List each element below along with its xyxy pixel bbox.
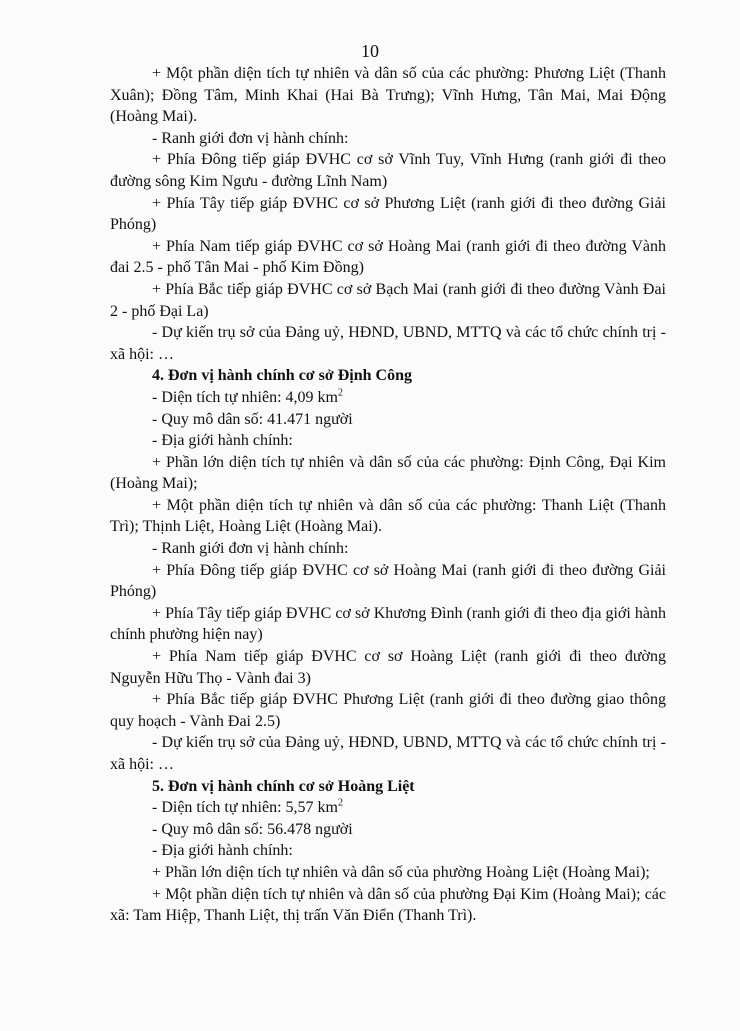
paragraph: + Phía Nam tiếp giáp ĐVHC cơ sở Hoàng Mai (ranh giới đi theo đường Vành đai 2.5 - phố Tân Mai - phố Kim Đồng) bbox=[110, 237, 666, 277]
area-line bbox=[110, 797, 666, 819]
paragraph: - Quy mô dân số: 56.478 người bbox=[152, 820, 353, 838]
area-unit-exponent: 2 bbox=[337, 797, 343, 809]
area-line bbox=[110, 387, 666, 409]
page-number: 10 bbox=[361, 41, 379, 61]
paragraph: + Phía Tây tiếp giáp ĐVHC cơ sở Phương Liệt (ranh giới đi theo đường Giải Phóng) bbox=[110, 194, 666, 234]
paragraph: - Quy mô dân số: 41.471 người bbox=[152, 410, 353, 428]
section-heading: 5. Đơn vị hành chính cơ sở Hoàng Liệt bbox=[152, 777, 415, 795]
paragraph: + Phía Nam tiếp giáp ĐVHC cơ sơ Hoàng Liệt (ranh giới đi theo đường Nguyễn Hữu Thọ - Vành đai 3) bbox=[110, 648, 666, 687]
area-text: - Diện tích tự nhiên: 5,57 km bbox=[152, 799, 338, 817]
document-body bbox=[110, 63, 666, 927]
paragraph: - Dự kiến trụ sở của Đảng uỷ, HĐND, UBND, MTTQ và các tổ chức chính trị - xã hội: … bbox=[110, 324, 666, 363]
paragraph: + Một phần diện tích tự nhiên và dân số của các phường: Thanh Liệt (Thanh Trì); Thịnh Liệt, Hoàng Liệt (Hoàng Mai). bbox=[110, 496, 666, 536]
paragraph: + Phía Đông tiếp giáp ĐVHC cơ sở Hoàng Mai (ranh giới đi theo đường Giải Phóng) bbox=[110, 561, 666, 601]
area-text: - Diện tích tự nhiên: 4,09 km bbox=[152, 388, 338, 406]
paragraph: - Ranh giới đơn vị hành chính: bbox=[152, 540, 349, 558]
paragraph: + Phần lớn diện tích tự nhiên và dân số của các phường: Định Công, Đại Kim (Hoàng Mai); bbox=[110, 453, 666, 493]
paragraph: + Phía Bắc tiếp giáp ĐVHC cơ sở Bạch Mai (ranh giới đi theo đường Vành Đai 2 - phố Đại La) bbox=[110, 280, 666, 320]
paragraph: - Ranh giới đơn vị hành chính: bbox=[152, 129, 349, 147]
paragraph: - Địa giới hành chính: bbox=[152, 432, 293, 450]
paragraph: - Địa giới hành chính: bbox=[152, 842, 293, 860]
area-unit-exponent: 2 bbox=[337, 387, 343, 399]
paragraph: + Một phần diện tích tự nhiên và dân số của phường Đại Kim (Hoàng Mai); các xã: Tam Hiệp, Thanh Liệt, thị trấn Văn Điển (Thanh Trì). bbox=[110, 885, 666, 925]
paragraph: + Phía Tây tiếp giáp ĐVHC cơ sở Khương Đình (ranh giới đi theo địa giới hành chính phường hiện nay) bbox=[110, 604, 666, 644]
paragraph: + Phía Bắc tiếp giáp ĐVHC Phương Liệt (ranh giới đi theo đường giao thông quy hoạch - Vành Đai 2.5) bbox=[110, 691, 666, 730]
paragraph: - Dự kiến trụ sở của Đảng uỷ, HĐND, UBND, MTTQ và các tổ chức chính trị - xã hội: … bbox=[110, 734, 666, 773]
paragraph: + Phần lớn diện tích tự nhiên và dân số của phường Hoàng Liệt (Hoàng Mai); bbox=[152, 863, 650, 881]
paragraph: + Một phần diện tích tự nhiên và dân số của các phường: Phương Liệt (Thanh Xuân); Đồng Tâm, Minh Khai (Hai Bà Trưng); Vĩnh Hưng, Tân Mai, Mai Động (Hoàng Mai). bbox=[110, 65, 666, 126]
section-heading: 4. Đơn vị hành chính cơ sở Định Công bbox=[152, 367, 412, 385]
paragraph: + Phía Đông tiếp giáp ĐVHC cơ sở Vĩnh Tuy, Vĩnh Hưng (ranh giới đi theo đường sông Kim Ngưu - đường Lĩnh Nam) bbox=[110, 151, 666, 190]
